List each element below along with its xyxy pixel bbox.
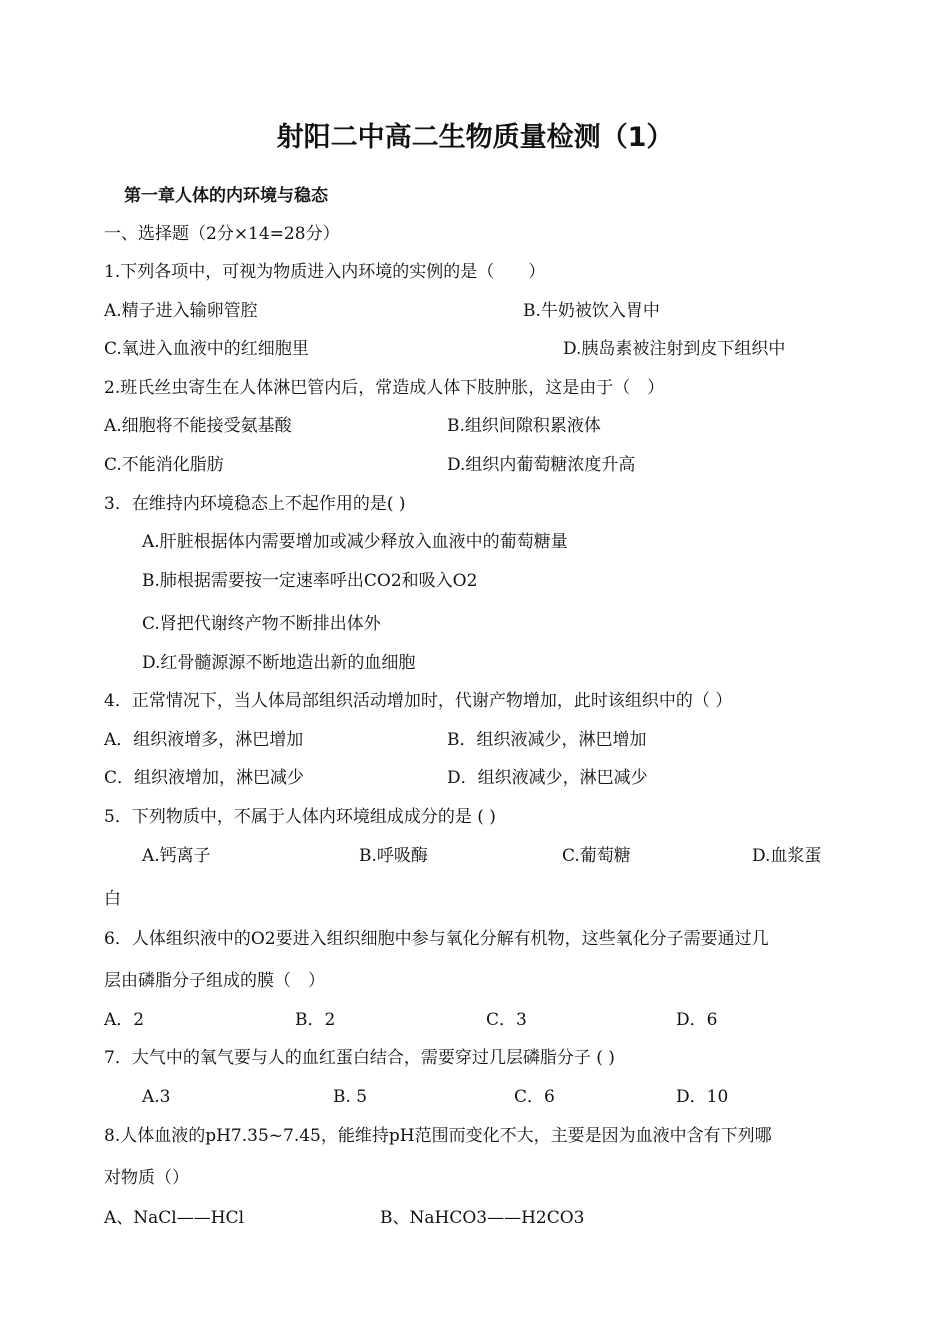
question-2-option-d: D.组织内葡萄糖浓度升高 (447, 455, 636, 475)
question-6-stem-line-1: 6．人体组织液中的O2要进入组织细胞中参与氧化分解有机物，这些氧化分子需要通过几 (104, 929, 769, 949)
question-2-option-a: A.细胞将不能接受氨基酸 (104, 416, 292, 436)
question-6-option-c: C．3 (486, 1010, 527, 1030)
question-5-stem: 5．下列物质中，不属于人体内环境组成成分的是 ( ) (104, 807, 496, 827)
question-6-stem-line-2: 层由磷脂分子组成的膜（ ） (104, 971, 325, 991)
question-6-option-d: D．6 (676, 1010, 718, 1030)
question-3-stem: 3．在维持内环境稳态上不起作用的是( ) (104, 494, 406, 514)
question-8-stem-line-2: 对物质（） (104, 1168, 189, 1188)
question-3-option-b: B.肺根据需要按一定速率呼出CO2和吸入O2 (142, 571, 478, 591)
question-1-option-c: C.氧进入血液中的红细胞里 (104, 339, 309, 359)
question-5-option-b: B.呼吸酶 (359, 846, 428, 866)
question-1-stem: 1.下列各项中，可视为物质进入内环境的实例的是（ ） (104, 262, 546, 282)
question-7-option-c: C．6 (514, 1087, 555, 1107)
question-7-option-a: A.3 (142, 1087, 171, 1107)
question-8-option-a: A、NaCl——HCl (104, 1208, 245, 1228)
question-4-option-b: B．组织液减少，淋巴增加 (447, 730, 647, 750)
question-7-option-b: B. 5 (333, 1087, 368, 1107)
question-8-stem-line-1: 8.人体血液的pH7.35~7.45，能维持pH范围而变化不大，主要是因为血液中含有下列哪 (104, 1126, 772, 1146)
question-2-option-b: B.组织间隙积累液体 (447, 416, 601, 436)
question-4-option-a: A．组织液增多，淋巴增加 (104, 730, 304, 750)
question-4-stem: 4．正常情况下，当人体局部组织活动增加时，代谢产物增加，此时该组织中的（ ） (104, 691, 733, 711)
question-4-option-c: C．组织液增加，淋巴减少 (104, 768, 305, 788)
chapter-heading: 第一章人体的内环境与稳态 (124, 186, 328, 206)
exam-title: 射阳二中高二生物质量检测（1） (276, 122, 674, 153)
question-3-option-a: A.肝脏根据体内需要增加或减少释放入血液中的葡萄糖量 (142, 532, 568, 552)
question-8-option-b: B、NaHCO3——H2CO3 (380, 1208, 585, 1228)
question-7-option-d: D．10 (676, 1087, 729, 1107)
question-1-option-d: D.胰岛素被注射到皮下组织中 (563, 339, 786, 359)
question-6-option-b: B．2 (295, 1010, 336, 1030)
question-5-option-d: D.血浆蛋 (752, 846, 822, 866)
question-1-option-b: B.牛奶被饮入胃中 (523, 301, 660, 321)
question-3-option-d: D.红骨髓源源不断地造出新的血细胞 (142, 653, 416, 673)
question-4-option-d: D．组织液减少，淋巴减少 (447, 768, 648, 788)
question-5-option-d-continuation: 白 (104, 889, 121, 909)
question-5-option-a: A.钙离子 (142, 846, 211, 866)
question-1-option-a: A.精子进入输卵管腔 (104, 301, 258, 321)
question-3-option-c: C.肾把代谢终产物不断排出体外 (142, 614, 381, 634)
question-2-option-c: C.不能消化脂肪 (104, 455, 224, 475)
question-5-option-c: C.葡萄糖 (562, 846, 631, 866)
question-2-stem: 2.班氏丝虫寄生在人体淋巴管内后，常造成人体下肢肿胀，这是由于（ ） (104, 378, 665, 398)
question-6-option-a: A．2 (104, 1010, 145, 1030)
section-heading: 一、选择题（2分×14=28分） (104, 224, 340, 244)
question-7-stem: 7．大气中的氧气要与人的血红蛋白结合，需要穿过几层磷脂分子 ( ) (104, 1048, 615, 1068)
